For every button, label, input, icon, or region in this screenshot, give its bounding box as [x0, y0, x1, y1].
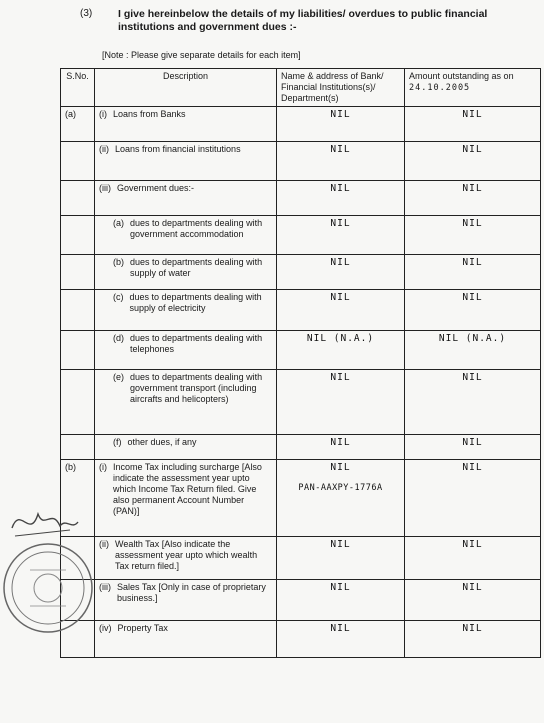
row-description — [95, 370, 277, 435]
row-description — [95, 216, 277, 255]
row-sno — [61, 255, 95, 290]
pan-number: PAN-AAXPY-1776A — [298, 483, 383, 493]
row-description — [95, 537, 277, 580]
row-desc-text: dues to departments dealing with telephones — [130, 333, 263, 354]
row-name-address: NIL — [277, 181, 405, 216]
row-name-address: NIL — [277, 142, 405, 181]
row-sno — [61, 290, 95, 331]
row-subindex: (b) — [113, 257, 124, 267]
header-name-address: Name & address of Bank/ Financial Institutions(s)/ Department(s) — [277, 69, 405, 107]
table-row — [61, 331, 541, 370]
row-description — [95, 435, 277, 460]
row-description — [95, 621, 277, 658]
row-amount: NIL — [405, 107, 541, 142]
row-description — [95, 460, 277, 537]
row-desc-text: other dues, if any — [127, 437, 197, 447]
row-amount: NIL — [405, 290, 541, 331]
row-name-address: NIL (N.A.) — [277, 331, 405, 370]
row-amount: NIL — [405, 435, 541, 460]
row-description — [95, 181, 277, 216]
row-sno — [61, 142, 95, 181]
row-desc-text: Loans from Banks — [113, 109, 186, 119]
table-row — [61, 460, 541, 537]
row-name-address: NIL — [277, 216, 405, 255]
row-subindex: (f) — [113, 437, 122, 447]
row-subindex: (a) — [113, 218, 124, 228]
row-sno — [61, 370, 95, 435]
row-subindex: (iii) — [99, 582, 111, 592]
row-description — [95, 290, 277, 331]
row-desc-text: Wealth Tax [Also indicate the assessment year upto which wealth Tax return filed.] — [115, 539, 258, 571]
row-description — [95, 142, 277, 181]
row-subindex: (c) — [113, 292, 124, 302]
row-amount: NIL — [405, 537, 541, 580]
row-sno — [61, 331, 95, 370]
row-name-address: NIL — [277, 255, 405, 290]
table-row — [61, 621, 541, 658]
row-name-address: NIL — [277, 580, 405, 621]
row-amount: NIL — [405, 255, 541, 290]
liabilities-table — [60, 68, 541, 658]
row-amount: NIL — [405, 621, 541, 658]
row-desc-text: Loans from financial institutions — [115, 144, 241, 154]
row-sno — [61, 216, 95, 255]
section-number: (3) — [80, 8, 93, 19]
row-subindex: (i) — [99, 109, 107, 119]
row-desc-text: Income Tax including surcharge [Also indicate the assessment year upto which Income Tax Return filed. Give also permanent Account Number (PAN)] — [113, 462, 262, 516]
row-name-address: NIL — [277, 621, 405, 658]
row-subindex: (e) — [113, 372, 124, 382]
row-desc-text: Property Tax — [117, 623, 168, 633]
row-subindex: (iv) — [99, 623, 112, 633]
row-desc-text: Government dues:- — [117, 183, 195, 193]
row-description — [95, 580, 277, 621]
table-row — [61, 370, 541, 435]
header-amount — [405, 69, 541, 107]
row-desc-text: dues to departments dealing with supply of water — [130, 257, 263, 278]
header-sno: S.No. — [61, 69, 95, 107]
header-amount-label: Amount outstanding as on — [409, 71, 514, 81]
row-amount: NIL — [405, 370, 541, 435]
row-name-address: NIL — [277, 290, 405, 331]
table-row — [61, 537, 541, 580]
row-desc-text: dues to departments dealing with government accommodation — [130, 218, 263, 239]
row-subindex: (ii) — [99, 539, 109, 549]
table-row — [61, 142, 541, 181]
table-row — [61, 107, 541, 142]
row-name-address: NIL — [277, 537, 405, 580]
row-sno — [61, 181, 95, 216]
row-amount: NIL — [405, 142, 541, 181]
row-name-address — [277, 460, 405, 537]
row-subindex: (ii) — [99, 144, 109, 154]
row-name-value: NIL — [330, 462, 351, 473]
row-amount: NIL — [405, 216, 541, 255]
row-amount: NIL — [405, 580, 541, 621]
row-sno — [61, 435, 95, 460]
row-description — [95, 331, 277, 370]
section-note: [Note : Please give separate details for each item] — [102, 50, 301, 60]
section-heading: I give hereinbelow the details of my liabilities/ overdues to public financial institutions and government dues :- — [118, 8, 488, 33]
row-desc-text: dues to departments dealing with government transport (including aircrafts and helicopters) — [130, 372, 263, 404]
table-row — [61, 580, 541, 621]
row-subindex: (i) — [99, 462, 107, 472]
table-row — [61, 435, 541, 460]
row-name-address: NIL — [277, 370, 405, 435]
row-description — [95, 107, 277, 142]
official-seal-icon — [0, 500, 100, 640]
row-sno: (b) — [61, 460, 95, 537]
row-sno: (a) — [61, 107, 95, 142]
row-name-address: NIL — [277, 435, 405, 460]
row-amount: NIL — [405, 181, 541, 216]
row-amount: NIL (N.A.) — [405, 331, 541, 370]
table-row — [61, 216, 541, 255]
row-desc-text: dues to departments dealing with supply of electricity — [129, 292, 262, 313]
row-subindex: (d) — [113, 333, 124, 343]
header-amount-date: 24.10.2005 — [409, 83, 471, 93]
header-description: Description — [95, 69, 277, 107]
table-row — [61, 255, 541, 290]
row-amount: NIL — [405, 460, 541, 537]
row-subindex: (iii) — [99, 183, 111, 193]
row-desc-text: Sales Tax [Only in case of proprietary business.] — [117, 582, 266, 603]
table-row — [61, 181, 541, 216]
table-header-row — [61, 69, 541, 107]
table-row — [61, 290, 541, 331]
row-description — [95, 255, 277, 290]
row-name-address: NIL — [277, 107, 405, 142]
